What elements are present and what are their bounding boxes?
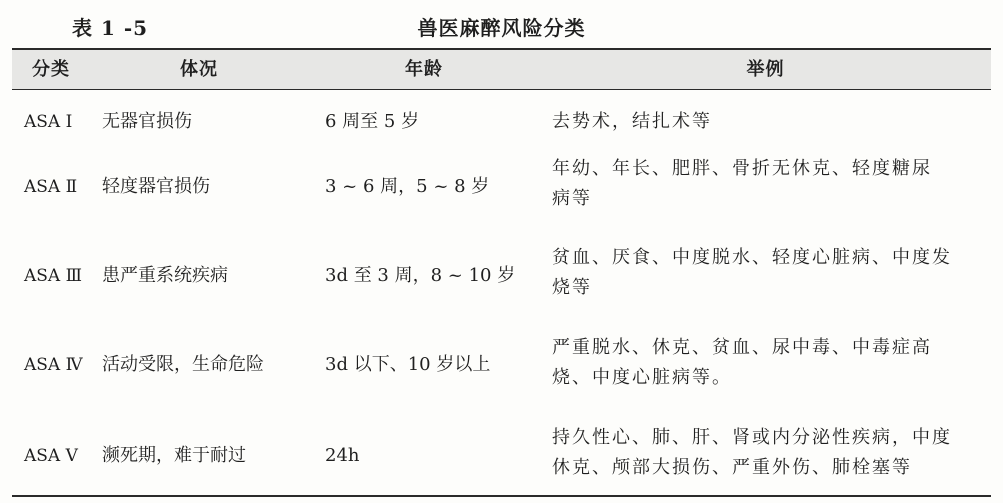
row-example-line: 病等 bbox=[552, 188, 592, 209]
row-age: 3 ~ 6 周，5 ~ 8 岁 bbox=[325, 176, 490, 197]
row-condition: 濒死期，难于耐过 bbox=[102, 445, 246, 466]
row-class: ASA Ⅳ bbox=[24, 355, 83, 375]
header-example: 举例 bbox=[746, 59, 785, 80]
header-condition: 体况 bbox=[180, 59, 218, 80]
header-class: 分类 bbox=[32, 59, 70, 80]
row-example-line: 休克、颅部大损伤、严重外伤、肺栓塞等 bbox=[552, 457, 912, 478]
header-age: 年龄 bbox=[405, 59, 443, 80]
row-class: ASA Ⅲ bbox=[24, 266, 82, 286]
row-example-line: 去势术，结扎术等 bbox=[552, 111, 712, 132]
table-row bbox=[12, 105, 991, 145]
table-row bbox=[12, 233, 991, 311]
row-condition: 患严重系统疾病 bbox=[102, 265, 228, 286]
row-class: ASA Ⅴ bbox=[24, 446, 78, 466]
row-condition: 活动受限，生命危险 bbox=[102, 354, 264, 375]
row-condition: 无器官损伤 bbox=[102, 111, 192, 132]
row-example-line: 贫血、厌食、中度脱水、轻度心脏病、中度发 bbox=[552, 247, 952, 268]
table-header bbox=[12, 50, 991, 89]
row-example-line: 持久性心、肺、肝、肾或内分泌性疾病，中度 bbox=[552, 427, 952, 448]
row-condition: 轻度器官损伤 bbox=[102, 176, 210, 197]
row-example-line: 年幼、年长、肥胖、骨折无休克、轻度糖尿 bbox=[552, 158, 932, 179]
table-row bbox=[12, 323, 991, 403]
table-title: 兽医麻醉风险分类 bbox=[417, 16, 586, 40]
table-label: 表 1 -5 bbox=[72, 16, 149, 40]
row-age: 3d 至 3 周，8 ~ 10 岁 bbox=[325, 265, 516, 286]
row-example-line: 烧等 bbox=[552, 277, 592, 298]
bottom-rule bbox=[12, 495, 991, 497]
row-class: ASA Ⅱ bbox=[24, 177, 78, 197]
table-row bbox=[12, 150, 991, 220]
row-example-line: 烧、中度心脏病等。 bbox=[552, 367, 732, 388]
row-age: 24h bbox=[325, 445, 360, 466]
row-example-line: 严重脱水、休克、贫血、尿中毒、中毒症高 bbox=[552, 337, 932, 358]
row-age: 6 周至 5 岁 bbox=[325, 111, 420, 132]
row-example bbox=[552, 243, 982, 303]
row-example bbox=[552, 154, 982, 214]
row-age: 3d 以下、10 岁以上 bbox=[325, 354, 491, 375]
row-class: ASA Ⅰ bbox=[24, 112, 73, 132]
row-example bbox=[552, 107, 982, 137]
header-rule bbox=[12, 89, 991, 90]
row-example bbox=[552, 333, 982, 393]
table-row bbox=[12, 413, 991, 491]
row-example bbox=[552, 423, 982, 483]
